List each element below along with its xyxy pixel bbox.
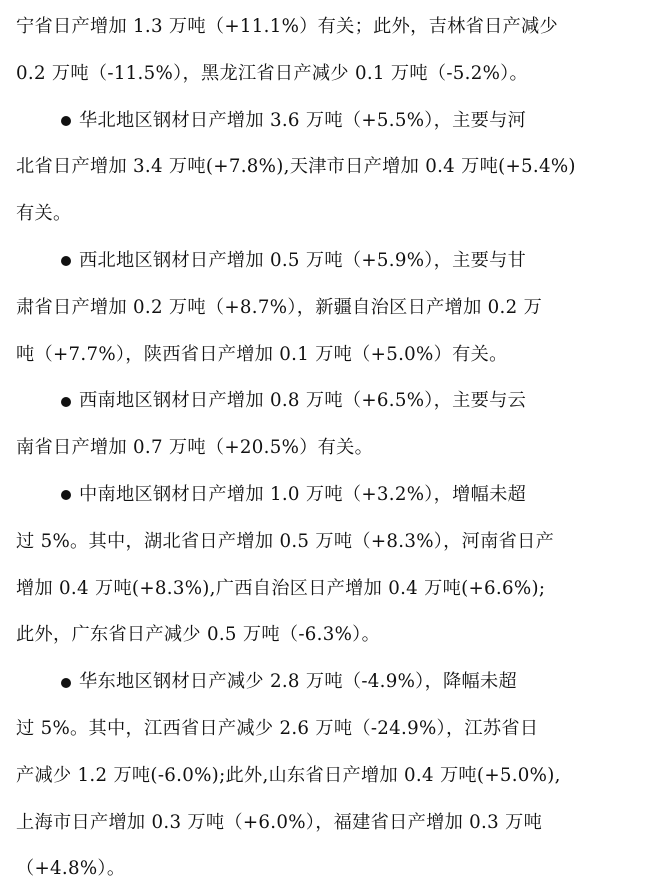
text-line: 过 5%。其中，湖北省日产增加 0.5 万吨（+8.3%），河南省日产 [16, 530, 555, 552]
text-line: 过 5%。其中，江西省日产减少 2.6 万吨（-24.9%），江苏省日 [16, 717, 539, 739]
bullet-icon [61, 490, 71, 500]
document-body [16, 4, 646, 893]
bullet-icon [61, 678, 71, 688]
bullet-icon [61, 256, 71, 266]
text-line: 增加 0.4 万吨(+8.3%),广西自治区日产增加 0.4 万吨(+6.6%); [16, 577, 546, 599]
text-line: 肃省日产增加 0.2 万吨（+8.7%），新疆自治区日产增加 0.2 万 [16, 296, 543, 318]
text-line: 华东地区钢材日产减少 2.8 万吨（-4.9%），降幅未超 [79, 671, 518, 693]
text-line: 北省日产增加 3.4 万吨(+7.8%),天津市日产增加 0.4 万吨(+5.4%) [16, 156, 576, 178]
bullet-icon [61, 116, 71, 126]
text-line: 吨（+7.7%），陕西省日产增加 0.1 万吨（+5.0%）有关。 [16, 343, 508, 365]
text-line: 0.2 万吨（-11.5%），黑龙江省日产减少 0.1 万吨（-5.2%）。 [16, 62, 529, 84]
text-line: 华北地区钢材日产增加 3.6 万吨（+5.5%），主要与河 [79, 109, 527, 131]
text-line: 中南地区钢材日产增加 1.0 万吨（+3.2%），增幅未超 [79, 483, 527, 505]
text-line: 有关。 [16, 203, 72, 225]
text-line: 南省日产增加 0.7 万吨（+20.5%）有关。 [16, 437, 374, 459]
text-line: 西南地区钢材日产增加 0.8 万吨（+6.5%），主要与云 [79, 390, 527, 412]
bullet-item-huabei [16, 98, 646, 145]
text-line: （+4.8%）。 [16, 858, 126, 880]
text-line: 此外，广东省日产减少 0.5 万吨（-6.3%）。 [16, 624, 381, 646]
bullet-icon [61, 397, 71, 407]
text-line: 产减少 1.2 万吨(-6.0%);此外,山东省日产增加 0.4 万吨(+5.0%), [16, 764, 561, 786]
bullet-item-xinan [16, 378, 646, 425]
bullet-item-huadong [16, 659, 646, 706]
text-line: 宁省日产增加 1.3 万吨（+11.1%）有关；此外，吉林省日产减少 [16, 16, 559, 37]
text-line: 上海市日产增加 0.3 万吨（+6.0%），福建省日产增加 0.3 万吨 [16, 811, 543, 833]
bullet-item-xibei [16, 238, 646, 285]
text-line: 西北地区钢材日产增加 0.5 万吨（+5.9%），主要与甘 [79, 249, 527, 271]
bullet-item-zhongnan [16, 472, 646, 519]
